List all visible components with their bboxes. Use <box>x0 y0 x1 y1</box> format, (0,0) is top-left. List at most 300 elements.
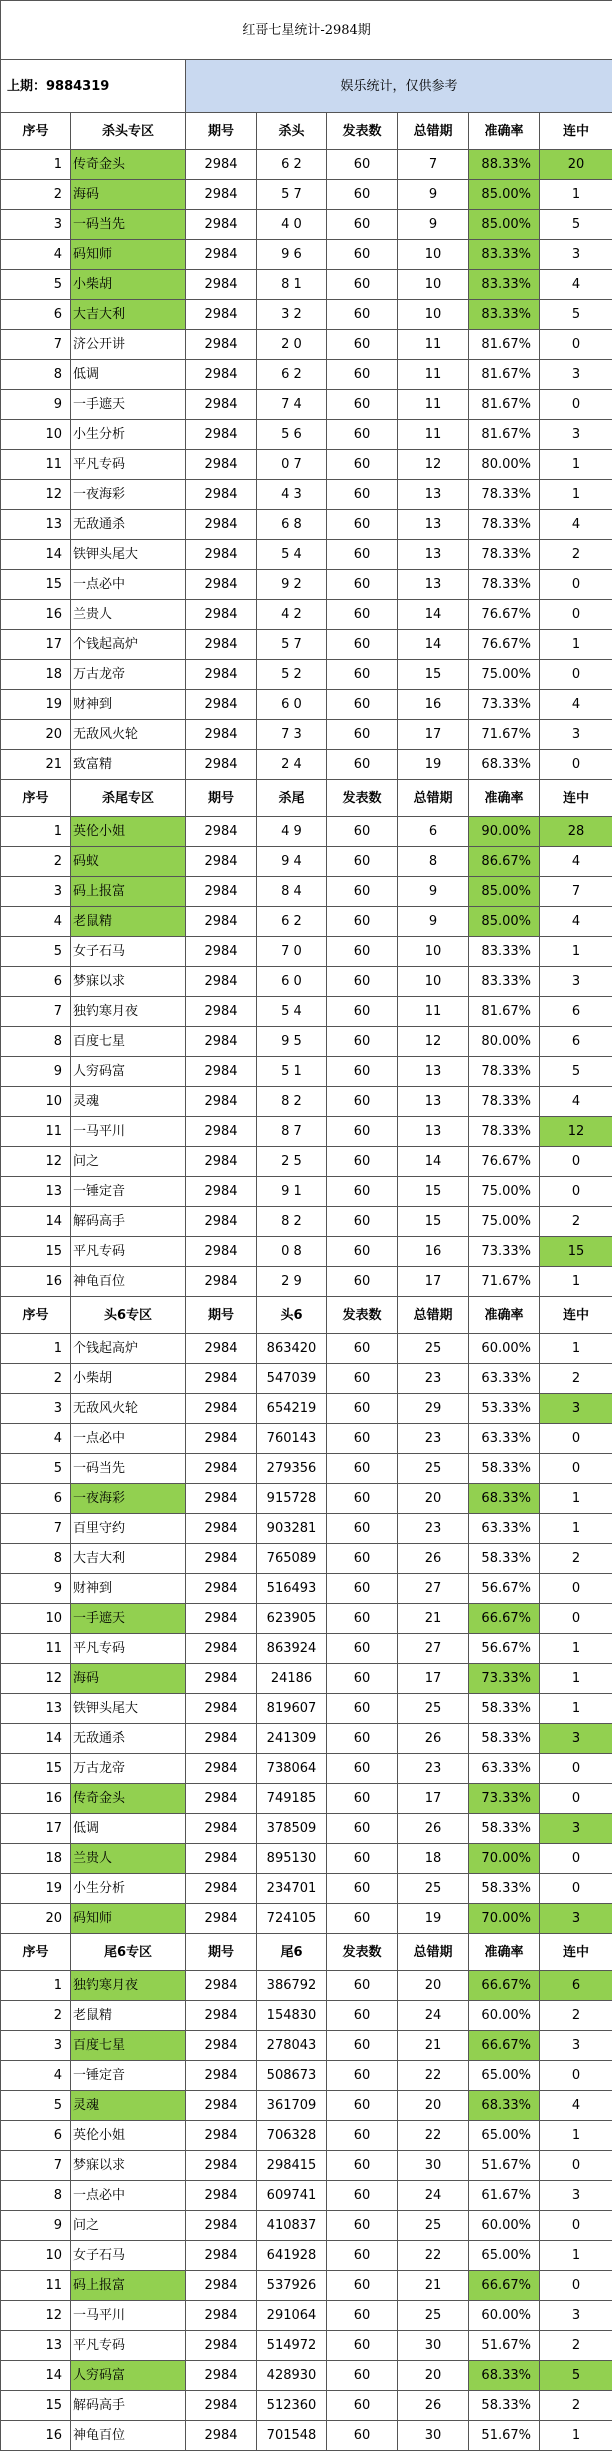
header-count: 发表数 <box>327 780 398 817</box>
cell-expert-name: 无敌风火轮 <box>71 720 186 750</box>
cell-count: 60 <box>327 1784 398 1814</box>
header-errors: 总错期 <box>398 113 469 150</box>
section-header-row <box>1 780 612 817</box>
header-zone: 头6专区 <box>71 1297 186 1334</box>
cell-rate: 58.33% <box>469 1544 540 1574</box>
cell-rate: 58.33% <box>469 2391 540 2421</box>
cell-count: 60 <box>327 1207 398 1237</box>
header-count: 发表数 <box>327 1934 398 1971</box>
cell-index: 8 <box>1 360 71 390</box>
table-row <box>1 2301 612 2331</box>
cell-errors: 24 <box>398 2181 469 2211</box>
cell-streak: 1 <box>540 1664 612 1694</box>
table-row <box>1 2061 612 2091</box>
cell-expert-name: 灵魂 <box>71 1087 186 1117</box>
cell-period: 2984 <box>186 2211 257 2241</box>
cell-period: 2984 <box>186 270 257 300</box>
cell-errors: 20 <box>398 2091 469 2121</box>
cell-expert-name: 百度七星 <box>71 1027 186 1057</box>
cell-count: 60 <box>327 1454 398 1484</box>
cell-expert-name: 万古龙帝 <box>71 660 186 690</box>
cell-expert-name: 神龟百位 <box>71 2421 186 2451</box>
cell-rate: 73.33% <box>469 1784 540 1814</box>
cell-count: 60 <box>327 1904 398 1934</box>
cell-errors: 10 <box>398 240 469 270</box>
cell-index: 2 <box>1 1364 71 1394</box>
table-row <box>1 180 612 210</box>
cell-number: 508673 <box>257 2061 327 2091</box>
cell-count: 60 <box>327 150 398 180</box>
table-row <box>1 1634 612 1664</box>
cell-index: 9 <box>1 390 71 420</box>
cell-index: 21 <box>1 750 71 780</box>
cell-number: 5 7 <box>257 180 327 210</box>
header-index: 序号 <box>1 780 71 817</box>
cell-index: 10 <box>1 2241 71 2271</box>
header-index: 序号 <box>1 1297 71 1334</box>
cell-errors: 20 <box>398 2361 469 2391</box>
cell-streak: 0 <box>540 750 612 780</box>
cell-rate: 83.33% <box>469 967 540 997</box>
cell-index: 16 <box>1 1267 71 1297</box>
cell-number: 6 2 <box>257 360 327 390</box>
header-period: 期号 <box>186 780 257 817</box>
cell-errors: 26 <box>398 1724 469 1754</box>
cell-index: 3 <box>1 210 71 240</box>
table-row <box>1 1237 612 1267</box>
cell-streak: 6 <box>540 1027 612 1057</box>
cell-number: 724105 <box>257 1904 327 1934</box>
cell-number: 641928 <box>257 2241 327 2271</box>
cell-expert-name: 一马平川 <box>71 1117 186 1147</box>
cell-number: 7 0 <box>257 937 327 967</box>
cell-errors: 21 <box>398 2271 469 2301</box>
cell-errors: 16 <box>398 1237 469 1267</box>
cell-period: 2984 <box>186 1364 257 1394</box>
cell-rate: 85.00% <box>469 180 540 210</box>
cell-rate: 51.67% <box>469 2331 540 2361</box>
cell-streak: 1 <box>540 1694 612 1724</box>
cell-period: 2984 <box>186 210 257 240</box>
cell-index: 9 <box>1 2211 71 2241</box>
cell-count: 60 <box>327 510 398 540</box>
cell-period: 2984 <box>186 480 257 510</box>
table-row <box>1 1514 612 1544</box>
cell-period: 2984 <box>186 750 257 780</box>
cell-number: 24186 <box>257 1664 327 1694</box>
cell-count: 60 <box>327 1147 398 1177</box>
table-row <box>1 907 612 937</box>
cell-index: 4 <box>1 907 71 937</box>
cell-streak: 0 <box>540 1574 612 1604</box>
cell-streak: 2 <box>540 2331 612 2361</box>
header-errors: 总错期 <box>398 1297 469 1334</box>
cell-index: 2 <box>1 180 71 210</box>
cell-expert-name: 平凡专码 <box>71 2331 186 2361</box>
cell-streak: 3 <box>540 240 612 270</box>
cell-number: 2 5 <box>257 1147 327 1177</box>
header-period: 期号 <box>186 113 257 150</box>
cell-number: 6 8 <box>257 510 327 540</box>
cell-streak: 0 <box>540 570 612 600</box>
cell-period: 2984 <box>186 510 257 540</box>
cell-count: 60 <box>327 1117 398 1147</box>
cell-index: 6 <box>1 300 71 330</box>
cell-streak: 15 <box>540 1237 612 1267</box>
cell-number: 895130 <box>257 1844 327 1874</box>
cell-expert-name: 神龟百位 <box>71 1267 186 1297</box>
cell-count: 60 <box>327 2001 398 2031</box>
cell-expert-name: 一点必中 <box>71 570 186 600</box>
cell-period: 2984 <box>186 1814 257 1844</box>
cell-period: 2984 <box>186 907 257 937</box>
cell-number: 4 9 <box>257 817 327 847</box>
cell-index: 6 <box>1 2121 71 2151</box>
cell-number: 0 8 <box>257 1237 327 1267</box>
cell-number: 9 5 <box>257 1027 327 1057</box>
cell-number: 623905 <box>257 1604 327 1634</box>
cell-errors: 17 <box>398 1784 469 1814</box>
cell-streak: 1 <box>540 480 612 510</box>
cell-streak: 0 <box>540 1604 612 1634</box>
cell-expert-name: 小柴胡 <box>71 1364 186 1394</box>
cell-streak: 5 <box>540 210 612 240</box>
cell-count: 60 <box>327 180 398 210</box>
cell-index: 17 <box>1 1814 71 1844</box>
cell-index: 13 <box>1 1177 71 1207</box>
cell-index: 15 <box>1 570 71 600</box>
cell-streak: 1 <box>540 937 612 967</box>
cell-count: 60 <box>327 1514 398 1544</box>
cell-number: 5 7 <box>257 630 327 660</box>
cell-streak: 1 <box>540 1634 612 1664</box>
cell-errors: 9 <box>398 210 469 240</box>
cell-errors: 11 <box>398 420 469 450</box>
cell-count: 60 <box>327 1394 398 1424</box>
cell-streak: 12 <box>540 1117 612 1147</box>
cell-expert-name: 平凡专码 <box>71 1634 186 1664</box>
cell-number: 241309 <box>257 1724 327 1754</box>
cell-errors: 7 <box>398 150 469 180</box>
cell-period: 2984 <box>186 1574 257 1604</box>
cell-index: 18 <box>1 1844 71 1874</box>
cell-errors: 21 <box>398 2031 469 2061</box>
cell-expert-name: 小生分析 <box>71 1874 186 1904</box>
cell-errors: 9 <box>398 877 469 907</box>
cell-count: 60 <box>327 997 398 1027</box>
cell-number: 765089 <box>257 1544 327 1574</box>
cell-index: 10 <box>1 420 71 450</box>
cell-count: 60 <box>327 2331 398 2361</box>
cell-number: 5 2 <box>257 660 327 690</box>
cell-errors: 10 <box>398 967 469 997</box>
cell-index: 14 <box>1 1724 71 1754</box>
header-rate: 准确率 <box>469 780 540 817</box>
cell-streak: 4 <box>540 690 612 720</box>
cell-rate: 66.67% <box>469 1604 540 1634</box>
cell-count: 60 <box>327 1334 398 1364</box>
cell-rate: 83.33% <box>469 937 540 967</box>
cell-index: 11 <box>1 1117 71 1147</box>
cell-errors: 27 <box>398 1574 469 1604</box>
cell-errors: 25 <box>398 1454 469 1484</box>
cell-number: 5 4 <box>257 997 327 1027</box>
table-row <box>1 1814 612 1844</box>
cell-expert-name: 个钱起高炉 <box>71 1334 186 1364</box>
cell-period: 2984 <box>186 2241 257 2271</box>
cell-index: 12 <box>1 2301 71 2331</box>
cell-count: 60 <box>327 600 398 630</box>
cell-index: 14 <box>1 2361 71 2391</box>
cell-number: 537926 <box>257 2271 327 2301</box>
cell-errors: 13 <box>398 570 469 600</box>
cell-expert-name: 百里守约 <box>71 1514 186 1544</box>
cell-expert-name: 济公开讲 <box>71 330 186 360</box>
cell-count: 60 <box>327 1574 398 1604</box>
cell-errors: 24 <box>398 2001 469 2031</box>
cell-errors: 17 <box>398 1664 469 1694</box>
cell-number: 903281 <box>257 1514 327 1544</box>
cell-streak: 4 <box>540 510 612 540</box>
cell-index: 4 <box>1 1424 71 1454</box>
cell-expert-name: 码上报富 <box>71 2271 186 2301</box>
cell-errors: 23 <box>398 1424 469 1454</box>
cell-expert-name: 兰贵人 <box>71 1844 186 1874</box>
cell-rate: 56.67% <box>469 1634 540 1664</box>
table-row <box>1 847 612 877</box>
header-number: 头6 <box>257 1297 327 1334</box>
cell-streak: 0 <box>540 1754 612 1784</box>
cell-count: 60 <box>327 1724 398 1754</box>
cell-count: 60 <box>327 2121 398 2151</box>
cell-errors: 21 <box>398 1604 469 1634</box>
cell-number: 9 6 <box>257 240 327 270</box>
table-row <box>1 1207 612 1237</box>
table-row <box>1 1484 612 1514</box>
cell-count: 60 <box>327 330 398 360</box>
cell-index: 11 <box>1 2271 71 2301</box>
cell-rate: 81.67% <box>469 997 540 1027</box>
table-row <box>1 1904 612 1934</box>
cell-index: 1 <box>1 150 71 180</box>
cell-number: 8 1 <box>257 270 327 300</box>
cell-number: 9 1 <box>257 1177 327 1207</box>
cell-rate: 63.33% <box>469 1754 540 1784</box>
cell-period: 2984 <box>186 420 257 450</box>
cell-errors: 19 <box>398 750 469 780</box>
cell-streak: 3 <box>540 420 612 450</box>
cell-period: 2984 <box>186 660 257 690</box>
cell-index: 3 <box>1 2031 71 2061</box>
cell-period: 2984 <box>186 1237 257 1267</box>
cell-number: 234701 <box>257 1874 327 1904</box>
cell-rate: 76.67% <box>469 600 540 630</box>
cell-number: 7 3 <box>257 720 327 750</box>
header-errors: 总错期 <box>398 780 469 817</box>
cell-count: 60 <box>327 750 398 780</box>
cell-errors: 23 <box>398 1514 469 1544</box>
cell-index: 7 <box>1 330 71 360</box>
cell-expert-name: 海码 <box>71 1664 186 1694</box>
cell-rate: 66.67% <box>469 2031 540 2061</box>
cell-period: 2984 <box>186 240 257 270</box>
table-row <box>1 2151 612 2181</box>
cell-errors: 26 <box>398 1814 469 1844</box>
cell-count: 60 <box>327 2061 398 2091</box>
cell-count: 60 <box>327 1177 398 1207</box>
cell-number: 428930 <box>257 2361 327 2391</box>
header-zone: 杀头专区 <box>71 113 186 150</box>
cell-count: 60 <box>327 877 398 907</box>
cell-streak: 1 <box>540 630 612 660</box>
cell-period: 2984 <box>186 1971 257 2001</box>
cell-period: 2984 <box>186 390 257 420</box>
cell-count: 60 <box>327 2211 398 2241</box>
table-row <box>1 630 612 660</box>
cell-count: 60 <box>327 817 398 847</box>
cell-count: 60 <box>327 360 398 390</box>
cell-count: 60 <box>327 1971 398 2001</box>
cell-rate: 53.33% <box>469 1394 540 1424</box>
cell-count: 60 <box>327 937 398 967</box>
cell-index: 6 <box>1 967 71 997</box>
cell-errors: 17 <box>398 1267 469 1297</box>
cell-rate: 71.67% <box>469 720 540 750</box>
cell-number: 386792 <box>257 1971 327 2001</box>
cell-rate: 60.00% <box>469 1334 540 1364</box>
table-row <box>1 1087 612 1117</box>
cell-period: 2984 <box>186 1267 257 1297</box>
cell-number: 701548 <box>257 2421 327 2451</box>
cell-index: 12 <box>1 480 71 510</box>
table-row <box>1 2211 612 2241</box>
cell-number: 6 0 <box>257 690 327 720</box>
cell-rate: 60.00% <box>469 2211 540 2241</box>
cell-streak: 2 <box>540 540 612 570</box>
cell-index: 13 <box>1 510 71 540</box>
cell-number: 278043 <box>257 2031 327 2061</box>
cell-count: 60 <box>327 1424 398 1454</box>
cell-rate: 63.33% <box>469 1424 540 1454</box>
cell-expert-name: 一点必中 <box>71 1424 186 1454</box>
table-row <box>1 1147 612 1177</box>
cell-expert-name: 百度七星 <box>71 2031 186 2061</box>
cell-index: 15 <box>1 1237 71 1267</box>
cell-streak: 0 <box>540 2211 612 2241</box>
cell-number: 654219 <box>257 1394 327 1424</box>
cell-count: 60 <box>327 2241 398 2271</box>
cell-number: 8 7 <box>257 1117 327 1147</box>
cell-count: 60 <box>327 2361 398 2391</box>
cell-rate: 68.33% <box>469 750 540 780</box>
cell-count: 60 <box>327 1237 398 1267</box>
cell-period: 2984 <box>186 2361 257 2391</box>
cell-period: 2984 <box>186 2031 257 2061</box>
table-row <box>1 330 612 360</box>
table-row <box>1 1117 612 1147</box>
cell-number: 4 3 <box>257 480 327 510</box>
cell-rate: 80.00% <box>469 1027 540 1057</box>
table-row <box>1 720 612 750</box>
table-row <box>1 540 612 570</box>
table-row <box>1 1267 612 1297</box>
header-count: 发表数 <box>327 113 398 150</box>
cell-count: 60 <box>327 540 398 570</box>
cell-expert-name: 灵魂 <box>71 2091 186 2121</box>
cell-errors: 12 <box>398 450 469 480</box>
cell-streak: 5 <box>540 2361 612 2391</box>
cell-number: 749185 <box>257 1784 327 1814</box>
cell-count: 60 <box>327 2181 398 2211</box>
cell-index: 8 <box>1 2181 71 2211</box>
cell-expert-name: 女子石马 <box>71 2241 186 2271</box>
cell-streak: 0 <box>540 1454 612 1484</box>
cell-rate: 73.33% <box>469 1664 540 1694</box>
cell-period: 2984 <box>186 2301 257 2331</box>
cell-errors: 18 <box>398 1844 469 1874</box>
cell-period: 2984 <box>186 937 257 967</box>
cell-number: 9 4 <box>257 847 327 877</box>
cell-period: 2984 <box>186 540 257 570</box>
cell-expert-name: 一夜海彩 <box>71 480 186 510</box>
cell-count: 60 <box>327 1267 398 1297</box>
cell-index: 14 <box>1 540 71 570</box>
cell-number: 6 0 <box>257 967 327 997</box>
cell-count: 60 <box>327 1814 398 1844</box>
cell-rate: 51.67% <box>469 2421 540 2451</box>
cell-rate: 63.33% <box>469 1364 540 1394</box>
cell-period: 2984 <box>186 1694 257 1724</box>
table-row <box>1 997 612 1027</box>
cell-count: 60 <box>327 570 398 600</box>
cell-expert-name: 海码 <box>71 180 186 210</box>
cell-errors: 13 <box>398 1087 469 1117</box>
cell-index: 11 <box>1 1634 71 1664</box>
cell-errors: 15 <box>398 1177 469 1207</box>
cell-rate: 83.33% <box>469 240 540 270</box>
cell-streak: 4 <box>540 907 612 937</box>
table-row <box>1 2121 612 2151</box>
cell-streak: 4 <box>540 2091 612 2121</box>
cell-rate: 83.33% <box>469 270 540 300</box>
section-header-row <box>1 1297 612 1334</box>
cell-streak: 2 <box>540 1544 612 1574</box>
header-streak: 连中 <box>540 780 612 817</box>
cell-number: 410837 <box>257 2211 327 2241</box>
cell-index: 10 <box>1 1604 71 1634</box>
cell-number: 4 2 <box>257 600 327 630</box>
cell-expert-name: 梦寐以求 <box>71 2151 186 2181</box>
table-row <box>1 300 612 330</box>
table-row <box>1 390 612 420</box>
cell-index: 8 <box>1 1544 71 1574</box>
cell-expert-name: 传奇金头 <box>71 150 186 180</box>
cell-period: 2984 <box>186 817 257 847</box>
cell-index: 5 <box>1 270 71 300</box>
cell-period: 2984 <box>186 997 257 1027</box>
cell-rate: 78.33% <box>469 510 540 540</box>
cell-streak: 3 <box>540 1724 612 1754</box>
cell-expert-name: 问之 <box>71 1147 186 1177</box>
cell-errors: 9 <box>398 180 469 210</box>
cell-period: 2984 <box>186 1394 257 1424</box>
previous-result: 上期：9884319 <box>1 60 186 113</box>
cell-errors: 17 <box>398 720 469 750</box>
cell-expert-name: 一码当先 <box>71 1454 186 1484</box>
table-row <box>1 270 612 300</box>
cell-errors: 25 <box>398 2301 469 2331</box>
cell-streak: 1 <box>540 450 612 480</box>
